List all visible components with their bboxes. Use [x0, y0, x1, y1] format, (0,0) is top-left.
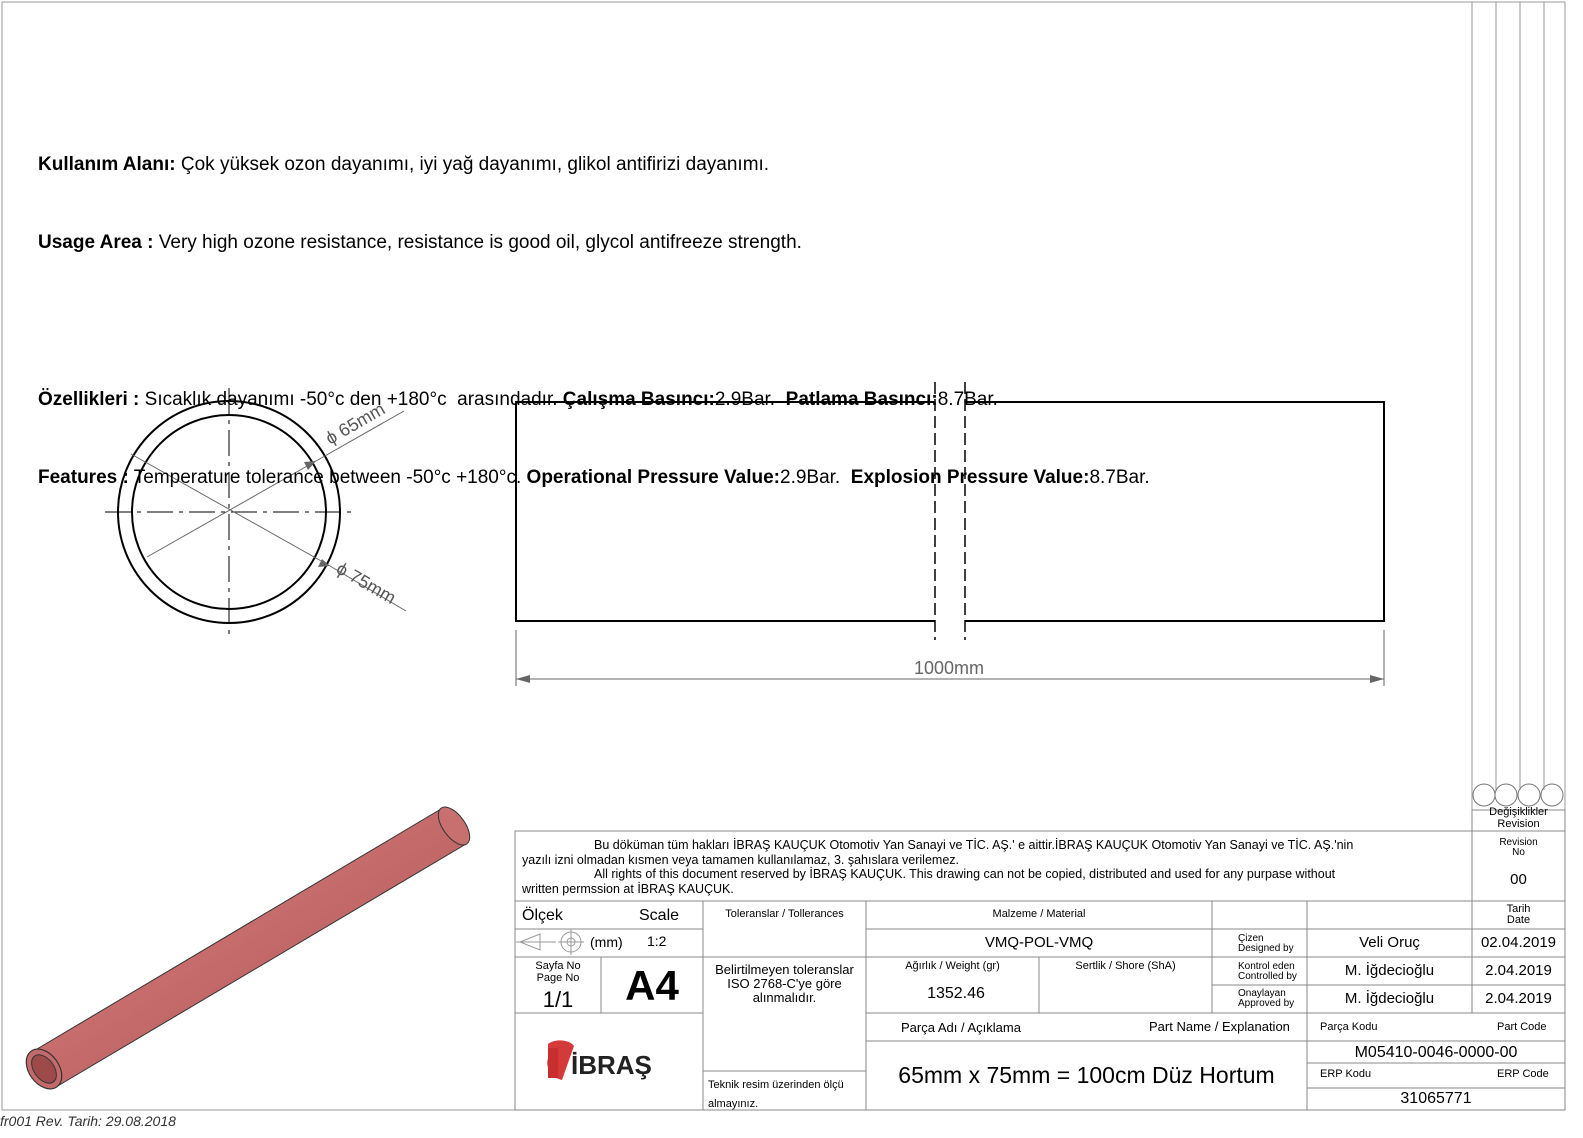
revision-no-header: Revision No	[1499, 837, 1538, 858]
approved-date: 2.04.2019	[1485, 990, 1552, 1007]
isometric-hose	[19, 802, 476, 1096]
shore-header: Sertlik / Shore (ShA)	[1075, 960, 1176, 972]
approved-label: Onaylayan Approved by	[1238, 988, 1295, 1009]
part-code-label-tr: Parça Kodu	[1320, 1021, 1378, 1033]
ibras-logo	[547, 1040, 652, 1080]
material-header: Malzeme / Material	[992, 908, 1086, 920]
approved-name: M. İğdecioğlu	[1344, 990, 1435, 1007]
revision-no-value: 00	[1510, 871, 1527, 888]
revision-circles	[1473, 784, 1563, 806]
projection-symbol	[516, 929, 584, 955]
paper-size: A4	[625, 962, 679, 1009]
svg-text:İBRAŞ: İBRAŞ	[571, 1050, 652, 1080]
tolerances-note: Belirtilmeyen toleranslar ISO 2768-C'ye göre alınmalıdır.	[715, 962, 854, 1005]
weight-value: 1352.46	[927, 985, 985, 1002]
tolerances-header: Toleranslar / Tollerances	[725, 908, 844, 920]
usage-en-label: Usage Area :	[38, 232, 154, 253]
form-revision-footer: fr001 Rev. Tarih: 29.08.2018	[0, 1113, 176, 1129]
unit-label: (mm)	[590, 934, 623, 950]
dim-length-label: 1000mm	[913, 658, 985, 678]
controlled-date: 2.04.2019	[1485, 962, 1552, 979]
general-notes	[38, 100, 1150, 517]
controlled-name: M. İğdecioğlu	[1344, 962, 1435, 979]
page-header: Sayfa No Page No	[535, 960, 581, 984]
copyright-notice: Bu döküman tüm hakları İBRAŞ KAUÇUK Otomotiv Yan Sanayi ve TİC. AŞ.' e aittir.İBRAŞ KAUÇUK Otomotiv Yan Sanayi ve TİC. AŞ.'nin yazılı izni olmadan kısmen veya tamamen kullanılamaz, 3. şahıslara verilemez. All rights of this document reserved by İBRAŞ KAUÇUK. This drawing can not be copied, distributed and used for any purpase without written permssion at İBRAŞ KAUÇUK.	[522, 838, 1354, 896]
page-value: 1/1	[542, 987, 574, 1012]
part-name-value: 65mm x 75mm = 100cm Düz Hortum	[898, 1062, 1275, 1088]
part-code-label-en: Part Code	[1497, 1021, 1547, 1033]
erp-label-en: ERP Code	[1497, 1068, 1549, 1080]
material-value: VMQ-POL-VMQ	[984, 934, 1094, 951]
designed-name: Veli Oruç	[1359, 934, 1420, 951]
designed-date: 02.04.2019	[1480, 934, 1557, 951]
part-code-value: M05410-0046-0000-00	[1354, 1044, 1518, 1061]
usage-en-line: Usage Area : Very high ozone resistance, resistance is good oil, glycol antifreeze strength.	[38, 232, 802, 253]
dim-inner-label: ϕ 65mm	[322, 398, 389, 449]
part-name-label-tr: Parça Adı / Açıklama	[901, 1020, 1021, 1035]
measure-note: Teknik resim üzerinden ölçü almayınız.	[708, 1079, 844, 1110]
part-name-label-en: Part Name / Explanation	[1149, 1019, 1290, 1034]
controlled-label: Kontrol eden Controlled by	[1238, 961, 1297, 982]
weight-header: Ağırlık / Weight (gr)	[905, 960, 1000, 972]
date-header: Tarih Date	[1506, 903, 1531, 926]
usage-tr-label: Kullanım Alanı:	[38, 154, 176, 175]
revision-columns	[1472, 2, 1544, 830]
dim-outer-label: ϕ 75mm	[333, 558, 400, 609]
scale-label-en: Scale	[639, 907, 680, 924]
features-tr-line: Özellikleri : Sıcaklık dayanımı -50°c den +180°c arasındadır. Çalışma Basıncı:2.9Bar. Patlama Basıncı:8.7Bar.	[38, 389, 998, 410]
erp-value: 31065771	[1400, 1090, 1472, 1107]
scale-value: 1:2	[647, 933, 667, 949]
usage-tr-line: Kullanım Alanı: Çok yüksek ozon dayanımı, iyi yağ dayanımı, glikol antifirizi dayanımı.	[38, 154, 770, 175]
designed-label: Çizen Designed by	[1238, 933, 1294, 954]
features-en-line: Features : Temperature tolerance between -50°c +180°c. Operational Pressure Value:2.9Bar. Explosion Pressure Value:8.7Bar.	[38, 467, 1150, 488]
revision-header: Değişiklikler Revision	[1489, 806, 1548, 830]
scale-label-tr: Ölçek	[522, 907, 563, 924]
erp-label-tr: ERP Kodu	[1320, 1068, 1372, 1080]
